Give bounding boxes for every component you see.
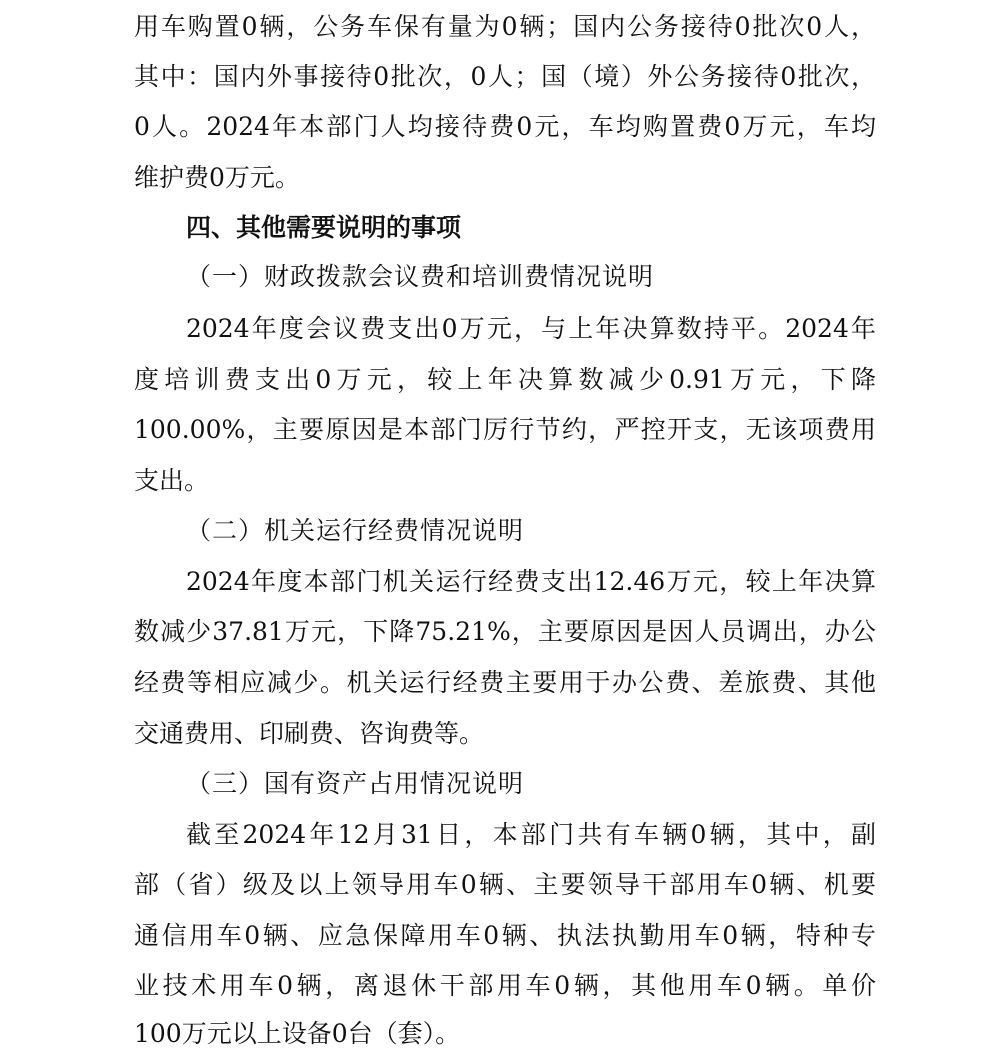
paragraph-line: 交通费用、印刷费、咨询费等。 xyxy=(134,719,485,748)
subsection-heading: （一）财政拨款会议费和培训费情况说明 xyxy=(186,262,655,291)
paragraph-line: 0人。2024年本部门人均接待费0元，车均购置费0万元，车均 xyxy=(134,112,876,141)
paragraph-line: 2024年度本部门机关运行经费支出12.46万元，较上年决算 xyxy=(186,567,876,596)
paragraph-line: 支出。 xyxy=(134,466,210,495)
paragraph-line: 度培训费支出0万元，较上年决算数减少0.91万元，下降 xyxy=(134,365,876,394)
paragraph-line: 2024年度会议费支出0万元，与上年决算数持平。2024年 xyxy=(186,314,876,343)
paragraph-line: 通信用车0辆、应急保障用车0辆、执法执勤用车0辆，特种专 xyxy=(134,921,876,950)
paragraph-line: 其中：国内外事接待0批次，0人；国（境）外公务接待0批次， xyxy=(134,62,876,91)
paragraph-line: 用车购置0辆，公务车保有量为0辆；国内公务接待0批次0人， xyxy=(134,12,876,41)
paragraph-line: 100.00%，主要原因是本部门厉行节约，严控开支，无该项费用 xyxy=(134,415,876,444)
paragraph-line: 数减少37.81万元，下降75.21%，主要原因是因人员调出，办公 xyxy=(134,617,876,646)
subsection-heading: （二）机关运行经费情况说明 xyxy=(186,516,525,545)
paragraph-line: 维护费0万元。 xyxy=(134,163,300,192)
paragraph-line: 业技术用车0辆，离退休干部用车0辆，其他用车0辆。单价 xyxy=(134,971,876,1000)
section-heading: 四、其他需要说明的事项 xyxy=(186,213,462,242)
paragraph-line: 部（省）级及以上领导用车0辆、主要领导干部用车0辆、机要 xyxy=(134,870,876,899)
subsection-heading: （三）国有资产占用情况说明 xyxy=(186,769,525,798)
paragraph-line: 100万元以上设备0台（套）。 xyxy=(134,1019,461,1048)
paragraph-line: 截至2024年12月31日，本部门共有车辆0辆，其中，副 xyxy=(186,820,876,849)
paragraph-line: 经费等相应减少。机关运行经费主要用于办公费、差旅费、其他 xyxy=(134,668,876,697)
